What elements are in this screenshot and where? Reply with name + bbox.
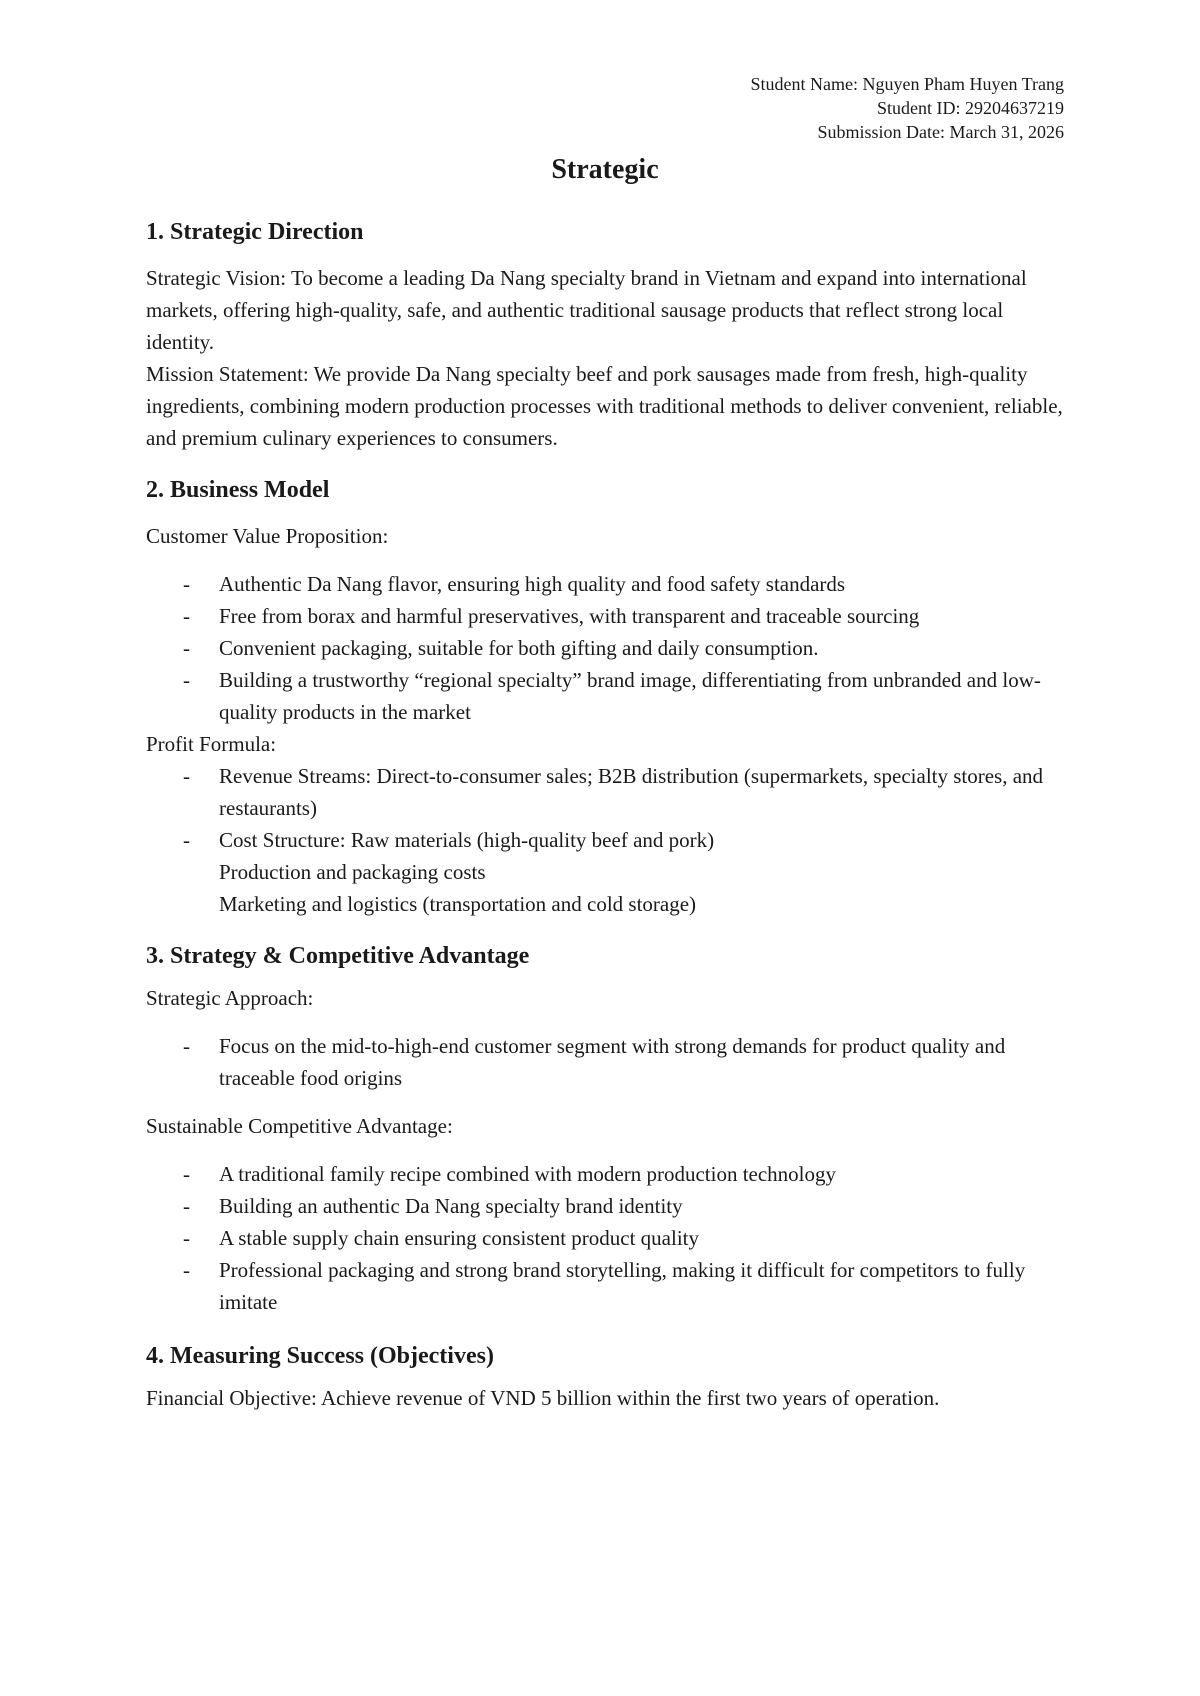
student-id: Student ID: 29204637219	[877, 98, 1064, 118]
document-page	[146, 72, 1064, 1414]
section-heading-measuring-success: 4. Measuring Success (Objectives)	[146, 1343, 494, 1369]
list-item: - Focus on the mid-to-high-end customer segment with strong demands for product quality and traceable food origins	[183, 1034, 1006, 1090]
cvp-list	[146, 568, 1064, 728]
approach-list	[146, 1030, 1064, 1094]
strategic-vision-text: Strategic Vision: To become a leading Da Nang specialty brand in Vietnam and expand into international markets, offering high-quality, safe, and authentic traditional sausage products that reflect strong local identity.	[146, 266, 1027, 354]
cvp-label: Customer Value Proposition:	[146, 524, 389, 548]
strategic-approach-label: Strategic Approach:	[146, 986, 314, 1010]
list-item: - Free from borax and harmful preservatives, with transparent and traceable sourcing	[183, 604, 920, 628]
student-name: Student Name: Nguyen Pham Huyen Trang	[750, 74, 1064, 94]
list-item: - Professional packaging and strong brand storytelling, making it difficult for competitors to fully imitate	[183, 1258, 1026, 1314]
mission-statement-text: Mission Statement: We provide Da Nang specialty beef and pork sausages made from fresh, high-quality ingredients, combining modern production processes with traditional methods to deliver convenient, reliable, and premium culinary experiences to consumers.	[146, 362, 1063, 450]
section-heading-strategy: 3. Strategy & Competitive Advantage	[146, 943, 530, 969]
profit-list	[146, 760, 1064, 920]
advantage-list	[146, 1158, 1064, 1318]
list-item: - Authentic Da Nang flavor, ensuring high quality and food safety standards	[183, 572, 846, 596]
submission-date: Submission Date: March 31, 2026	[817, 122, 1064, 142]
section-heading-strategic-direction: 1. Strategic Direction	[146, 219, 364, 245]
list-item: - Building an authentic Da Nang specialty brand identity	[183, 1194, 683, 1218]
list-item: - Convenient packaging, suitable for both gifting and daily consumption.	[183, 636, 819, 660]
list-item: - Revenue Streams: Direct-to-consumer sales; B2B distribution (supermarkets, specialty stores, and restaurants)	[183, 764, 1044, 820]
list-item: - A stable supply chain ensuring consistent product quality	[183, 1226, 700, 1250]
page-title: Strategic	[551, 154, 659, 185]
financial-objective-text: Financial Objective: Achieve revenue of VND 5 billion within the first two years of operation.	[146, 1386, 940, 1410]
list-item: - A traditional family recipe combined with modern production technology	[183, 1162, 837, 1186]
student-info	[146, 72, 1064, 144]
list-item: - Building a trustworthy “regional specialty” brand image, differentiating from unbranded and low-quality products in the market	[183, 668, 1041, 724]
section-heading-business-model: 2. Business Model	[146, 477, 330, 503]
profit-formula-label: Profit Formula:	[146, 732, 277, 756]
list-item: - Cost Structure: Raw materials (high-quality beef and pork) Production and packaging costs Marketing and logistics (transportation and cold storage)	[183, 828, 715, 916]
competitive-advantage-label: Sustainable Competitive Advantage:	[146, 1114, 453, 1138]
